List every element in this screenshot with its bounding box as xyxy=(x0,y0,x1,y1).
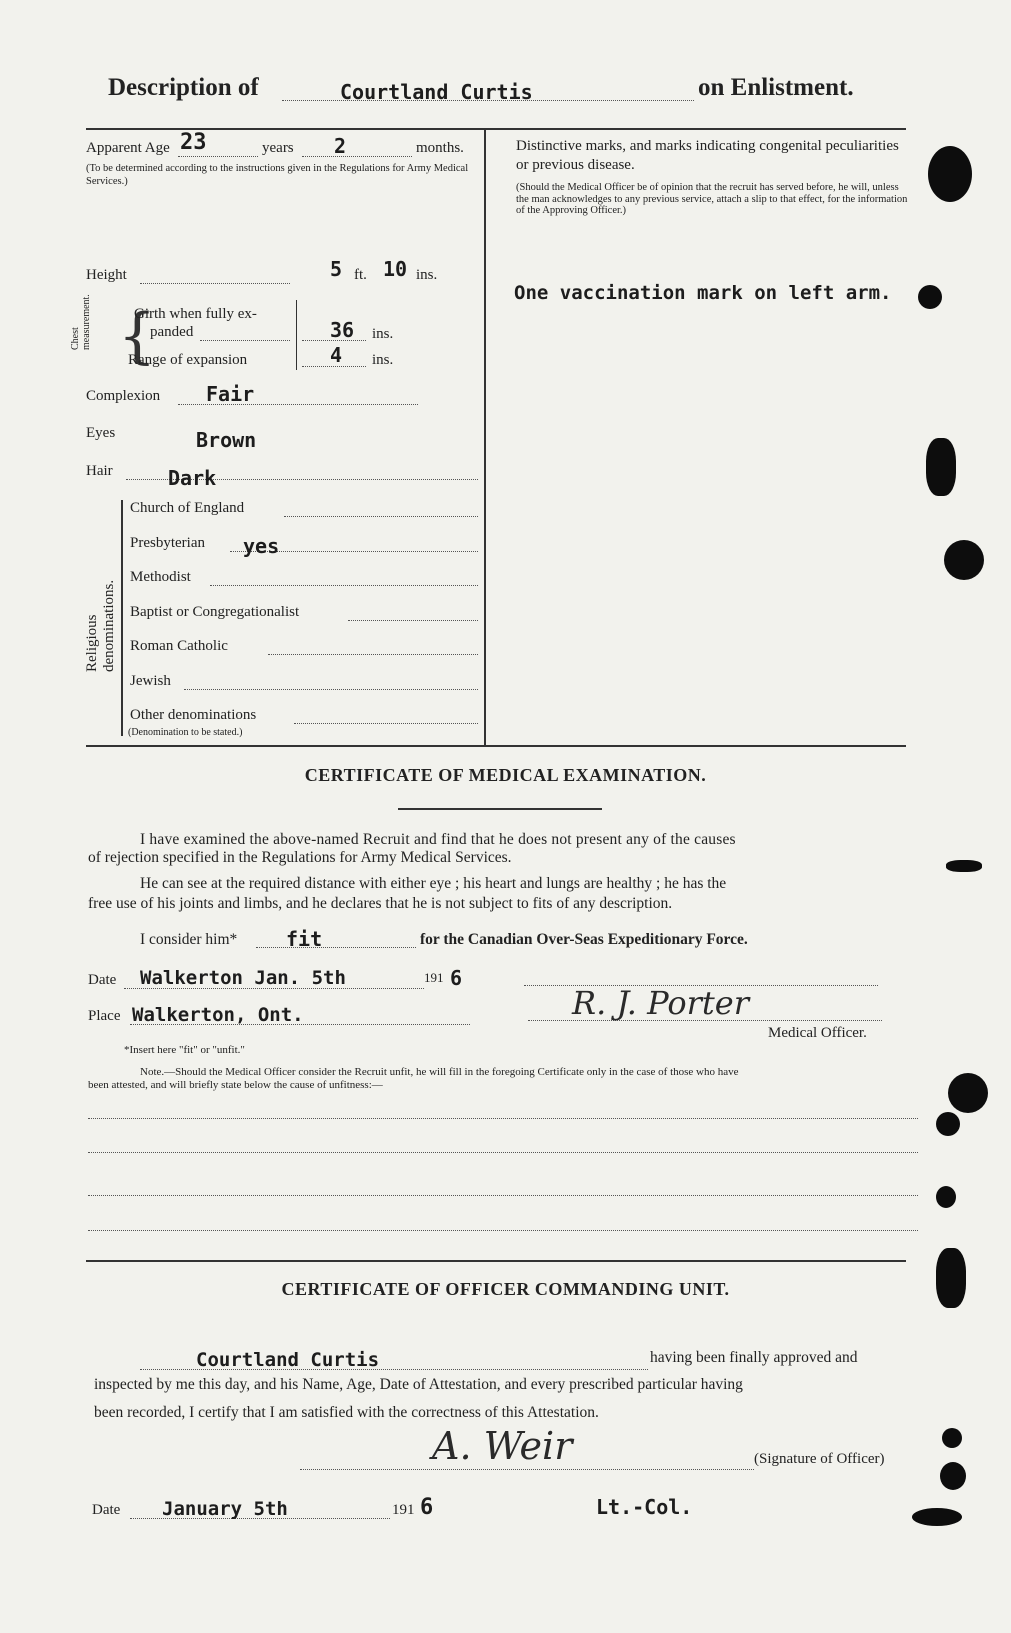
consider-suffix: for the Canadian Over-Seas Expeditionary Force. xyxy=(420,931,748,948)
religion-label-1: Presbyterian xyxy=(130,535,205,551)
commanding-title: CERTIFICATE OF OFFICER COMMANDING UNIT. xyxy=(281,1279,730,1299)
medical-officer-label: Medical Officer. xyxy=(768,1025,867,1041)
consider-label: I consider him* xyxy=(140,931,238,948)
chest-group-label: Chest measurement. xyxy=(70,294,92,350)
religion-label-2: Methodist xyxy=(130,569,191,585)
header-name: Courtland Curtis xyxy=(340,80,533,104)
medical-para2-line2: free use of his joints and limbs, and he declares that he is not subject to fits of any description. xyxy=(88,895,673,912)
religion-line-3 xyxy=(348,620,478,621)
medical-title-rule xyxy=(398,808,602,810)
punch-hole-7 xyxy=(936,1186,956,1208)
religion-label-4: Roman Catholic xyxy=(130,638,228,654)
chest-divider xyxy=(296,300,297,370)
marks-note: (Should the Medical Officer be of opinion that the recruit has served before, he will, unless the man acknowledges to any previous service, attach a slip to that effect, for the information of the Approving Officer.) xyxy=(516,182,908,216)
medical-year-digit: 6 xyxy=(450,966,463,990)
height-ft-value: 5 xyxy=(330,257,343,281)
punch-hole-3 xyxy=(926,438,956,496)
commanding-rank: Lt.-Col. xyxy=(596,1495,693,1519)
height-line xyxy=(140,283,290,284)
medical-para1-line2: of rejection specified in the Regulations for Army Medical Services. xyxy=(88,849,512,866)
medical-date-label: Date xyxy=(88,972,117,988)
unfitness-line-2 xyxy=(88,1152,918,1153)
commanding-date-value: January 5th xyxy=(162,1498,288,1520)
religion-line-0 xyxy=(284,516,478,517)
girth-label-2: panded xyxy=(150,324,194,340)
top-rule xyxy=(86,128,906,130)
religion-label-5: Jewish xyxy=(130,673,171,689)
medical-year-prefix: 191 xyxy=(424,970,444,985)
ink-mark xyxy=(946,860,982,872)
punch-hole-8 xyxy=(936,1248,966,1308)
header-suffix: on Enlistment. xyxy=(698,74,854,101)
religion-line-4 xyxy=(268,654,478,655)
months-label: months. xyxy=(416,140,464,156)
medical-para1-line1: I have examined the above-named Recruit and find that he does not present any of the causes xyxy=(140,831,736,848)
eyes-label: Eyes xyxy=(86,425,116,441)
unfitness-line-4 xyxy=(88,1230,918,1231)
religion-label-3: Baptist or Congregationalist xyxy=(130,604,300,620)
age-months-value: 2 xyxy=(334,134,347,158)
punch-hole-5 xyxy=(948,1073,988,1113)
age-years-value: 23 xyxy=(180,130,207,155)
medical-para2-line1: He can see at the required distance with either eye ; his heart and lungs are healthy ; he has the xyxy=(140,875,727,892)
commanding-year-digit: 6 xyxy=(420,1495,434,1520)
complexion-value: Fair xyxy=(206,382,255,406)
commanding-signature: A. Weir xyxy=(432,1424,573,1468)
commanding-date-label: Date xyxy=(92,1502,121,1518)
marks-value: One vaccination mark on left arm. xyxy=(514,282,892,304)
medical-signature: R. J. Porter xyxy=(572,984,750,1022)
other-denomination-note: (Denomination to be stated.) xyxy=(128,727,243,738)
age-label: Apparent Age xyxy=(86,140,170,156)
commanding-year-prefix: 191 xyxy=(392,1502,415,1518)
medical-date-value: Walkerton Jan. 5th xyxy=(140,967,346,989)
religion-label-0: Church of England xyxy=(130,500,245,516)
note-line2: been attested, and will briefly state below the cause of unfitness:— xyxy=(88,1079,383,1091)
consider-line xyxy=(256,947,416,948)
punch-hole-4 xyxy=(944,540,984,580)
commanding-line2: inspected by me this day, and his Name, Age, Date of Attestation, and every prescribed particular having xyxy=(94,1376,743,1393)
age-note: (To be determined according to the instructions given in the Regulations for Army Medical Services.) xyxy=(86,163,469,187)
medical-title: CERTIFICATE OF MEDICAL EXAMINATION. xyxy=(304,765,707,785)
note-line1: Note.—Should the Medical Officer consider the Recruit unfit, he will fill in the foregoing Certificate only in the case of those who have xyxy=(140,1066,739,1078)
consider-value: fit xyxy=(286,927,323,951)
age-years-line xyxy=(178,156,258,157)
height-ins-label: ins. xyxy=(416,267,438,283)
height-label: Height xyxy=(86,267,127,283)
place-label: Place xyxy=(88,1008,121,1024)
religion-line-5 xyxy=(184,689,478,690)
religion-group-label: Religious denominations. xyxy=(84,579,117,672)
commanding-signature-line xyxy=(300,1469,754,1470)
punch-hole-1 xyxy=(928,146,972,202)
religion-label-6: Other denominations xyxy=(130,707,257,723)
insert-note: *Insert here "fit" or "unfit." xyxy=(124,1044,245,1056)
religion-line-6 xyxy=(294,723,478,724)
commanding-signature-label: (Signature of Officer) xyxy=(754,1451,885,1467)
hair-value: Dark xyxy=(168,466,217,490)
left-column-divider xyxy=(484,130,486,745)
range-ins-label: ins. xyxy=(372,352,394,368)
commanding-line3: been recorded, I certify that I am satisfied with the correctness of this Attestation. xyxy=(94,1404,599,1421)
age-months-line xyxy=(302,156,412,157)
punch-hole-11 xyxy=(912,1508,962,1526)
complexion-label: Complexion xyxy=(86,388,161,404)
years-label: years xyxy=(262,140,294,156)
girth-line xyxy=(200,340,290,341)
religion-line-2 xyxy=(210,585,478,586)
commanding-line1-suffix: having been finally approved and xyxy=(650,1349,858,1366)
religion-value-1: yes xyxy=(243,534,280,558)
girth-label-1: Girth when fully ex- xyxy=(134,306,257,322)
religion-bracket xyxy=(121,500,123,736)
punch-hole-6 xyxy=(936,1112,960,1136)
commanding-top-rule xyxy=(86,1260,906,1262)
punch-hole-2 xyxy=(918,285,942,309)
marks-title: Distinctive marks, and marks indicating congenital peculiarities or previous disease. xyxy=(516,138,899,173)
chest-brace: { xyxy=(118,301,157,371)
height-in-value: 10 xyxy=(383,257,408,281)
header-prefix: Description of xyxy=(108,74,259,101)
range-label: Range of expansion xyxy=(128,352,248,368)
eyes-value: Brown xyxy=(196,428,257,452)
section-rule xyxy=(86,745,906,747)
range-value: 4 xyxy=(330,343,343,367)
commanding-name: Courtland Curtis xyxy=(196,1349,380,1371)
hair-label: Hair xyxy=(86,463,113,479)
unfitness-line-1 xyxy=(88,1118,918,1119)
ft-label: ft. xyxy=(354,267,367,283)
girth-ins-label: ins. xyxy=(372,326,394,342)
punch-hole-10 xyxy=(940,1462,966,1490)
place-value: Walkerton, Ont. xyxy=(132,1004,304,1026)
girth-value: 36 xyxy=(330,318,355,342)
punch-hole-9 xyxy=(942,1428,962,1448)
unfitness-line-3 xyxy=(88,1195,918,1196)
